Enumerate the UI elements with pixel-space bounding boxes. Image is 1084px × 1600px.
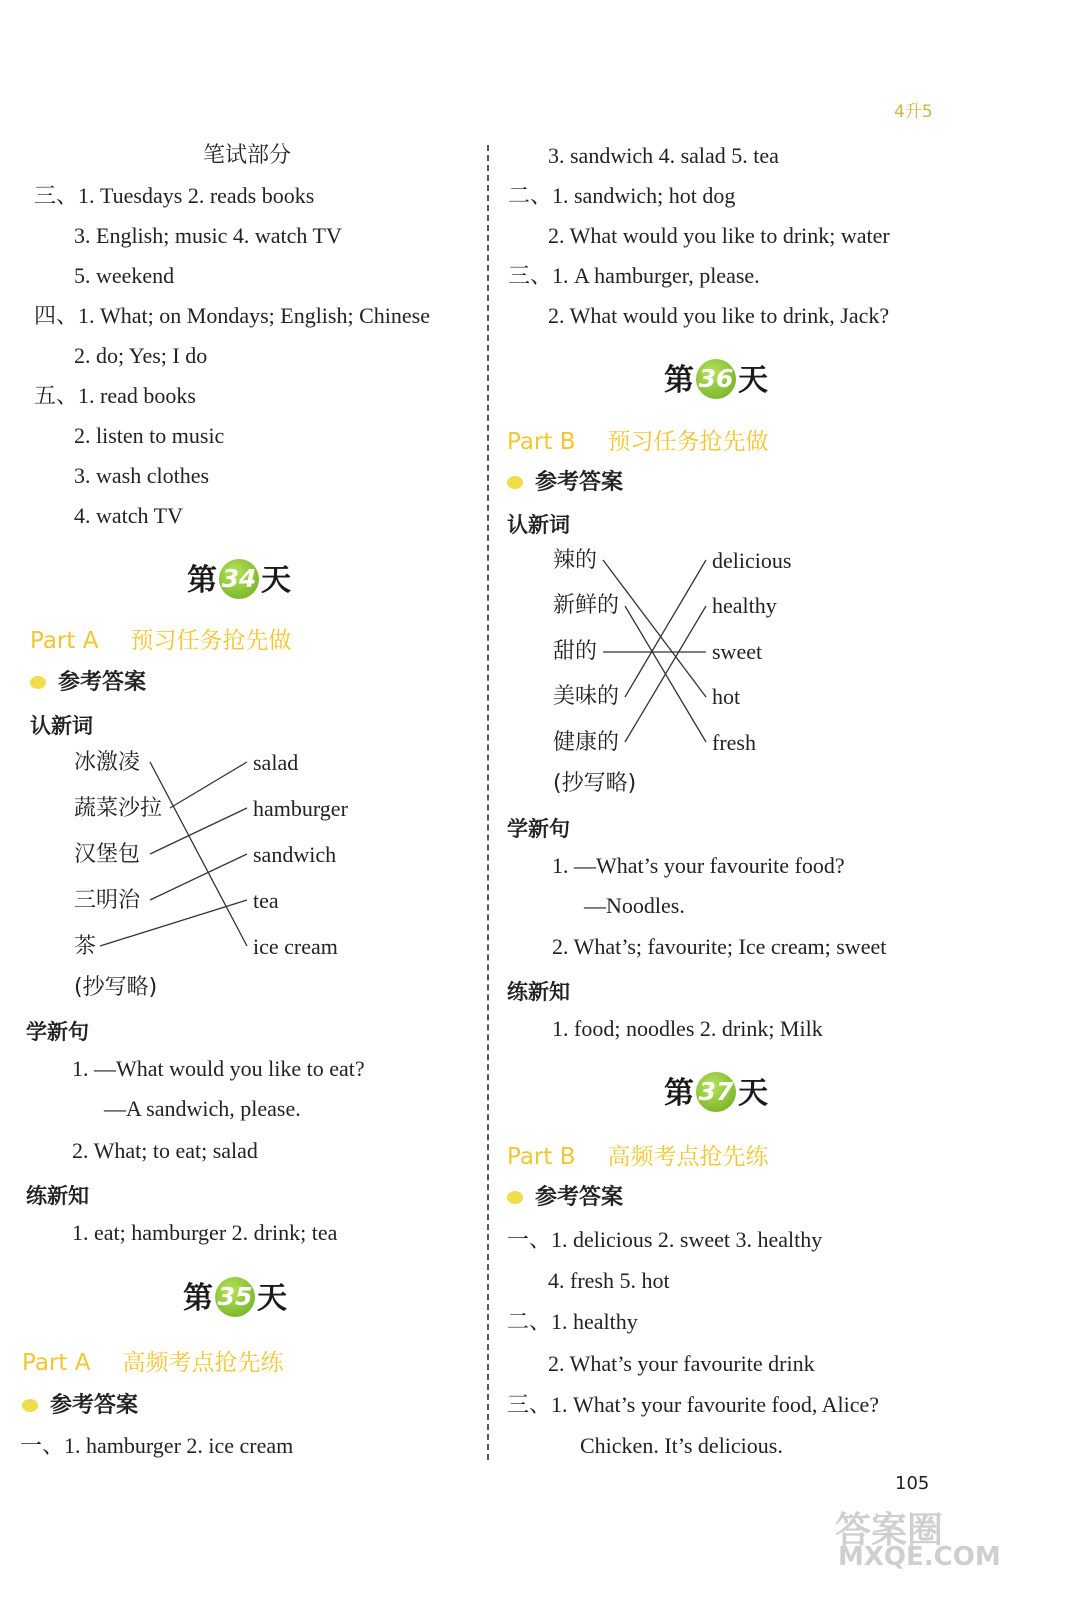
- answer-heading: 参考答案: [507, 465, 623, 496]
- grade-label: 4升5: [894, 102, 933, 122]
- match-line: [150, 762, 247, 946]
- match-left-item: 健康的: [553, 730, 620, 755]
- answer-heading: 参考答案: [30, 665, 146, 696]
- sentence-line: —Noodles.: [584, 893, 685, 918]
- watermark-url: MXQE.COM: [838, 1542, 1001, 1572]
- match-line: [150, 808, 247, 854]
- answer-line: 2. What would you like to drink, Jack?: [548, 303, 890, 328]
- answer-line: 4. watch TV: [74, 503, 183, 528]
- match-left-item: 三明治: [74, 888, 141, 913]
- match-right-item: fresh: [712, 730, 756, 755]
- answer-line: 3. English; music 4. watch TV: [74, 223, 342, 248]
- sentence-heading: 学新句: [507, 817, 570, 841]
- match-left-item: 美味的: [553, 684, 620, 709]
- match-right-item: healthy: [712, 593, 777, 618]
- watermark-logo: 答案圈: [835, 1510, 944, 1551]
- practice-heading: 练新知: [26, 1184, 89, 1208]
- answer-line: 4. fresh 5. hot: [548, 1268, 670, 1293]
- answer-line: 三、1. Tuesdays 2. reads books: [34, 183, 315, 208]
- answer-line: Chicken. It’s delicious.: [580, 1433, 783, 1458]
- sentence-line: —A sandwich, please.: [104, 1096, 301, 1121]
- day-heading-35: 第 35 天: [183, 1273, 287, 1320]
- match-right-item: sandwich: [253, 842, 337, 867]
- answer-heading: 参考答案: [22, 1388, 138, 1419]
- answer-line: 2. What’s your favourite drink: [548, 1351, 815, 1376]
- match-line: [150, 854, 247, 900]
- match-line: [170, 762, 247, 808]
- part-heading: Part A 高频考点抢先练: [22, 1350, 284, 1376]
- match-line: [625, 560, 706, 697]
- answer-line: 三、1. A hamburger, please.: [508, 263, 760, 288]
- answer-line: 3. wash clothes: [74, 463, 210, 488]
- match-left-item: 蔬菜沙拉: [74, 796, 163, 821]
- part-heading: Part A 预习任务抢先做: [30, 628, 292, 654]
- day-number-badge: 37: [696, 1072, 736, 1112]
- answer-heading: 参考答案: [507, 1180, 623, 1211]
- copy-note: (抄写略): [553, 771, 637, 796]
- part-heading: Part B 预习任务抢先做: [507, 429, 769, 455]
- match-right-item: sweet: [712, 639, 763, 664]
- day-heading-37: 第 37 天: [664, 1068, 768, 1115]
- match-left-item: 新鲜的: [553, 593, 620, 618]
- match-right-item: hamburger: [253, 796, 348, 821]
- sentence-line: 2. What; to eat; salad: [72, 1138, 258, 1163]
- written-section-title: 笔试部分: [203, 143, 292, 168]
- answer-line: 五、1. read books: [34, 383, 196, 408]
- match-line: [100, 900, 247, 946]
- match-right-item: tea: [253, 888, 279, 913]
- match-right-item: hot: [712, 684, 741, 709]
- match-left-item: 冰激凌: [74, 750, 141, 775]
- answer-line: 二、1. healthy: [507, 1309, 638, 1334]
- practice-line: 1. food; noodles 2. drink; Milk: [552, 1016, 823, 1041]
- match-right-item: ice cream: [253, 934, 338, 959]
- match-left-item: 辣的: [553, 548, 598, 573]
- match-right-item: delicious: [712, 548, 792, 573]
- answer-line: 一、1. hamburger 2. ice cream: [20, 1433, 294, 1458]
- day-heading-36: 第 36 天: [664, 355, 768, 402]
- day-number-badge: 36: [696, 359, 736, 399]
- answer-line: 5. weekend: [74, 263, 175, 288]
- copy-note: (抄写略): [74, 975, 158, 1000]
- answer-line: 二、1. sandwich; hot dog: [508, 183, 736, 208]
- vocab-heading: 认新词: [507, 513, 570, 537]
- answer-line: 三、1. What’s your favourite food, Alice?: [507, 1392, 880, 1417]
- answer-line: 2. What would you like to drink; water: [548, 223, 890, 248]
- answer-line: 一、1. delicious 2. sweet 3. healthy: [507, 1227, 823, 1252]
- vocab-heading: 认新词: [30, 714, 93, 738]
- day-number-badge: 34: [219, 559, 259, 599]
- sentence-line: 1. —What would you like to eat?: [72, 1056, 365, 1081]
- page-number: 105: [895, 1473, 930, 1494]
- answer-line: 3. sandwich 4. salad 5. tea: [548, 143, 779, 168]
- match-left-item: 甜的: [553, 639, 598, 664]
- match-line: [603, 560, 706, 697]
- match-left-item: 汉堡包: [74, 842, 141, 867]
- practice-heading: 练新知: [507, 980, 570, 1004]
- answer-line: 2. listen to music: [74, 423, 225, 448]
- practice-line: 1. eat; hamburger 2. drink; tea: [72, 1220, 338, 1245]
- day-number-badge: 35: [215, 1277, 255, 1317]
- match-left-item: 茶: [74, 934, 97, 959]
- match-right-item: salad: [253, 750, 299, 775]
- day-heading-34: 第 34 天: [187, 555, 291, 602]
- sentence-line: 1. —What’s your favourite food?: [552, 853, 845, 878]
- sentence-heading: 学新句: [26, 1020, 89, 1044]
- answer-line: 2. do; Yes; I do: [74, 343, 208, 368]
- answer-line: 四、1. What; on Mondays; English; Chinese: [34, 303, 430, 328]
- part-heading: Part B 高频考点抢先练: [507, 1144, 769, 1170]
- sentence-line: 2. What’s; favourite; Ice cream; sweet: [552, 934, 887, 959]
